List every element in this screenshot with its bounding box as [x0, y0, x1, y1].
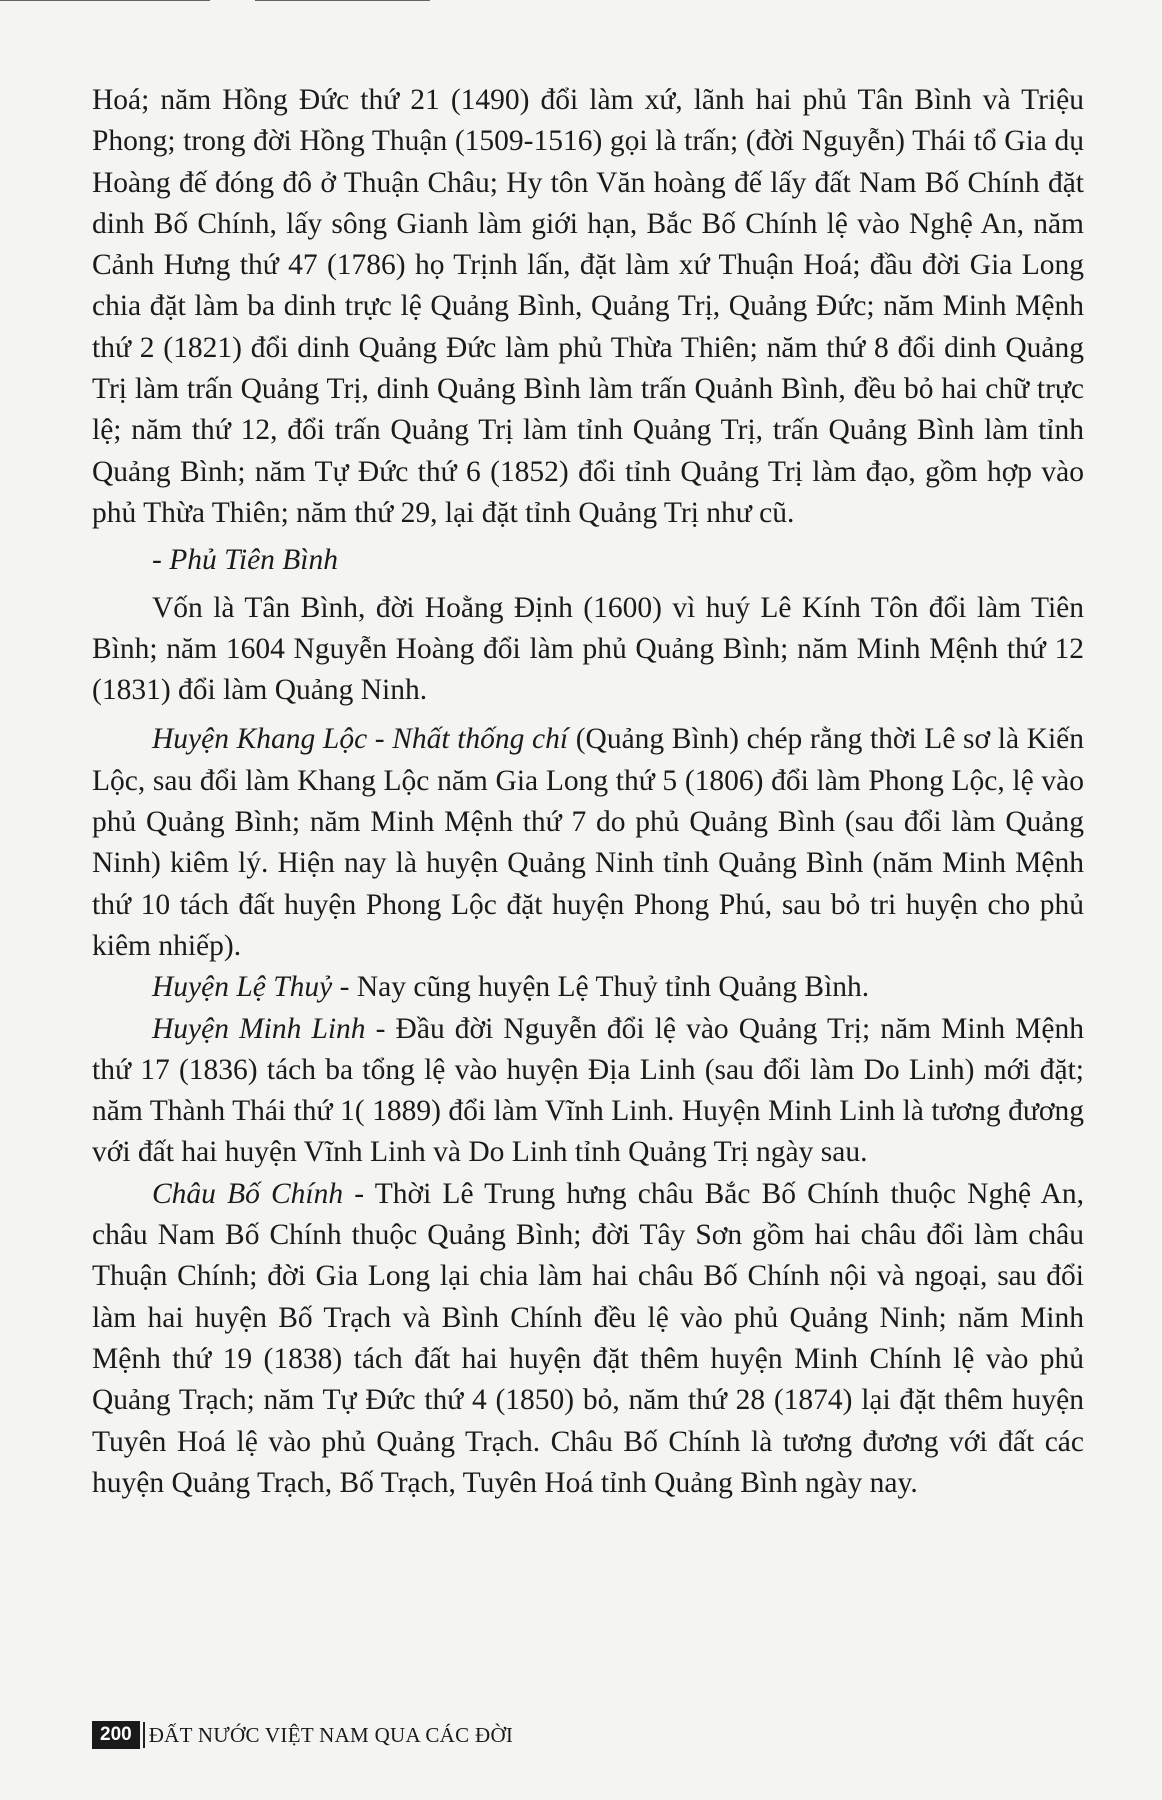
le-thuy-title: Huyện Lệ Thuỷ — [152, 971, 333, 1004]
paragraph-thua-thien: Hoá; năm Hồng Đức thứ 21 (1490) đổi làm xứ, lãnh hai phủ Tân Bình và Triệu Phong; trong đời Hồng Thuận (1509-1516) gọi là trấn; (đời Nguyễn) Thái tổ Gia dụ Hoàng đế đóng đô ở Thuận Châu; Hy tôn Văn hoàng đế lấy đất Nam Bố Chính đặt dinh Bố Chính, lấy sông Gianh làm giới hạn, Bắc Bố Chính lệ vào Nghệ An, năm Cảnh Hưng thứ 47 (1786) họ Trịnh lấn, đặt làm xứ Thuận Hoá; đầu đời Gia Long chia đặt làm ba dinh trực lệ Quảng Bình, Quảng Trị, Quảng Đức; năm Minh Mệnh thứ 2 (1821) đổi dinh Quảng Đức làm phủ Thừa Thiên; năm thứ 8 đổi dinh Quảng Trị làm trấn Quảng Trị, dinh Quảng Bình làm trấn Quảnh Bình, đều bỏ hai chữ trực lệ; năm thứ 12, đổi trấn Quảng Trị làm tỉnh Quảng Trị, trấn Quảng Bình làm tỉnh Quảng Bình; năm Tự Đức thứ 6 (1852) đổi tỉnh Quảng Trị làm đạo, gồm hợp vào phủ Thừa Thiên; năm thứ 29, lại đặt tỉnh Quảng Trị như cũ. — [92, 84, 1084, 529]
khang-loc-title: Huyện Khang Lộc - Nhất thống chí — [152, 723, 569, 756]
paragraph-bo-chinh — [92, 1174, 1084, 1504]
bo-chinh-text: - Thời Lê Trung hưng châu Bắc Bố Chính thuộc Nghệ An, châu Nam Bố Chính thuộc Quảng Bình; đời Tây Sơn gồm hai châu đổi làm châu Thuận Chính; đời Gia Long lại chia làm hai châu Bố Chính nội và ngoại, sau đổi làm hai huyện Bố Trạch và Bình Chính đều lệ vào phủ Quảng Ninh; năm Minh Mệnh thứ 19 (1838) tách đất hai huyện đặt thêm huyện Minh Chính lệ vào phủ Quảng Trạch; năm Tự Đức thứ 4 (1850) bỏ, năm thứ 28 (1874) lại đặt thêm huyện Tuyên Hoá lệ vào phủ Quảng Trạch. Châu Bố Chính là tương đương với đất các huyện Quảng Trạch, Bố Trạch, Tuyên Hoá tỉnh Quảng Bình ngày nay. — [92, 1177, 1084, 1499]
page-number: 200 — [92, 1721, 140, 1749]
paragraph-tien-binh: Vốn là Tân Bình, đời Hoằng Định (1600) vì huý Lê Kính Tôn đổi làm Tiên Bình; năm 1604 Nguyễn Hoàng đổi làm phủ Quảng Bình; năm Minh Mệnh thứ 12 (1831) đổi làm Quảng Ninh. — [92, 591, 1084, 707]
khang-loc-text: (Quảng Bình) chép rằng thời Lê sơ là Kiến Lộc, sau đổi làm Khang Lộc năm Gia Long thứ 5 (1806) đổi làm Phong Lộc, lệ vào phủ Quảng Bình; năm Minh Mệnh thứ 7 do phủ Quảng Bình (sau đổi làm Quảng Ninh) kiêm lý. Hiện nay là huyện Quảng Ninh tỉnh Quảng Bình (năm Minh Mệnh thứ 10 tách đất huyện Phong Lộc đặt huyện Phong Phú, sau bỏ tri huyện cho phủ kiêm nhiếp). — [92, 723, 1084, 962]
paragraph-khang-loc — [92, 719, 1084, 967]
book-title: ĐẤT NƯỚC VIỆT NAM QUA CÁC ĐỜI — [148, 1722, 514, 1747]
paragraph-minh-linh — [92, 1009, 1084, 1174]
page-footer — [92, 1720, 513, 1750]
paragraph-le-thuy — [92, 967, 1084, 1008]
footer-divider — [143, 1722, 145, 1748]
section-heading-tien-binh: - Phủ Tiên Bình — [152, 544, 339, 577]
minh-linh-title: Huyện Minh Linh — [152, 1012, 366, 1045]
minh-linh-text: - Đầu đời Nguyễn đổi lệ vào Quảng Trị; năm Minh Mệnh thứ 17 (1836) tách ba tổng lệ vào huyện Địa Linh (sau đổi làm Do Linh) mới đặt; năm Thành Thái thứ 1( 1889) đổi làm Vĩnh Linh. Huyện Minh Linh là tương đương với đất hai huyện Vĩnh Linh và Do Linh tỉnh Quảng Trị ngày sau. — [92, 1012, 1084, 1169]
le-thuy-text: - Nay cũng huyện Lệ Thuỷ tỉnh Quảng Bình. — [332, 971, 870, 1004]
top-rule — [0, 0, 1162, 2]
bo-chinh-title: Châu Bố Chính — [152, 1177, 344, 1210]
page-body — [92, 80, 1084, 1504]
